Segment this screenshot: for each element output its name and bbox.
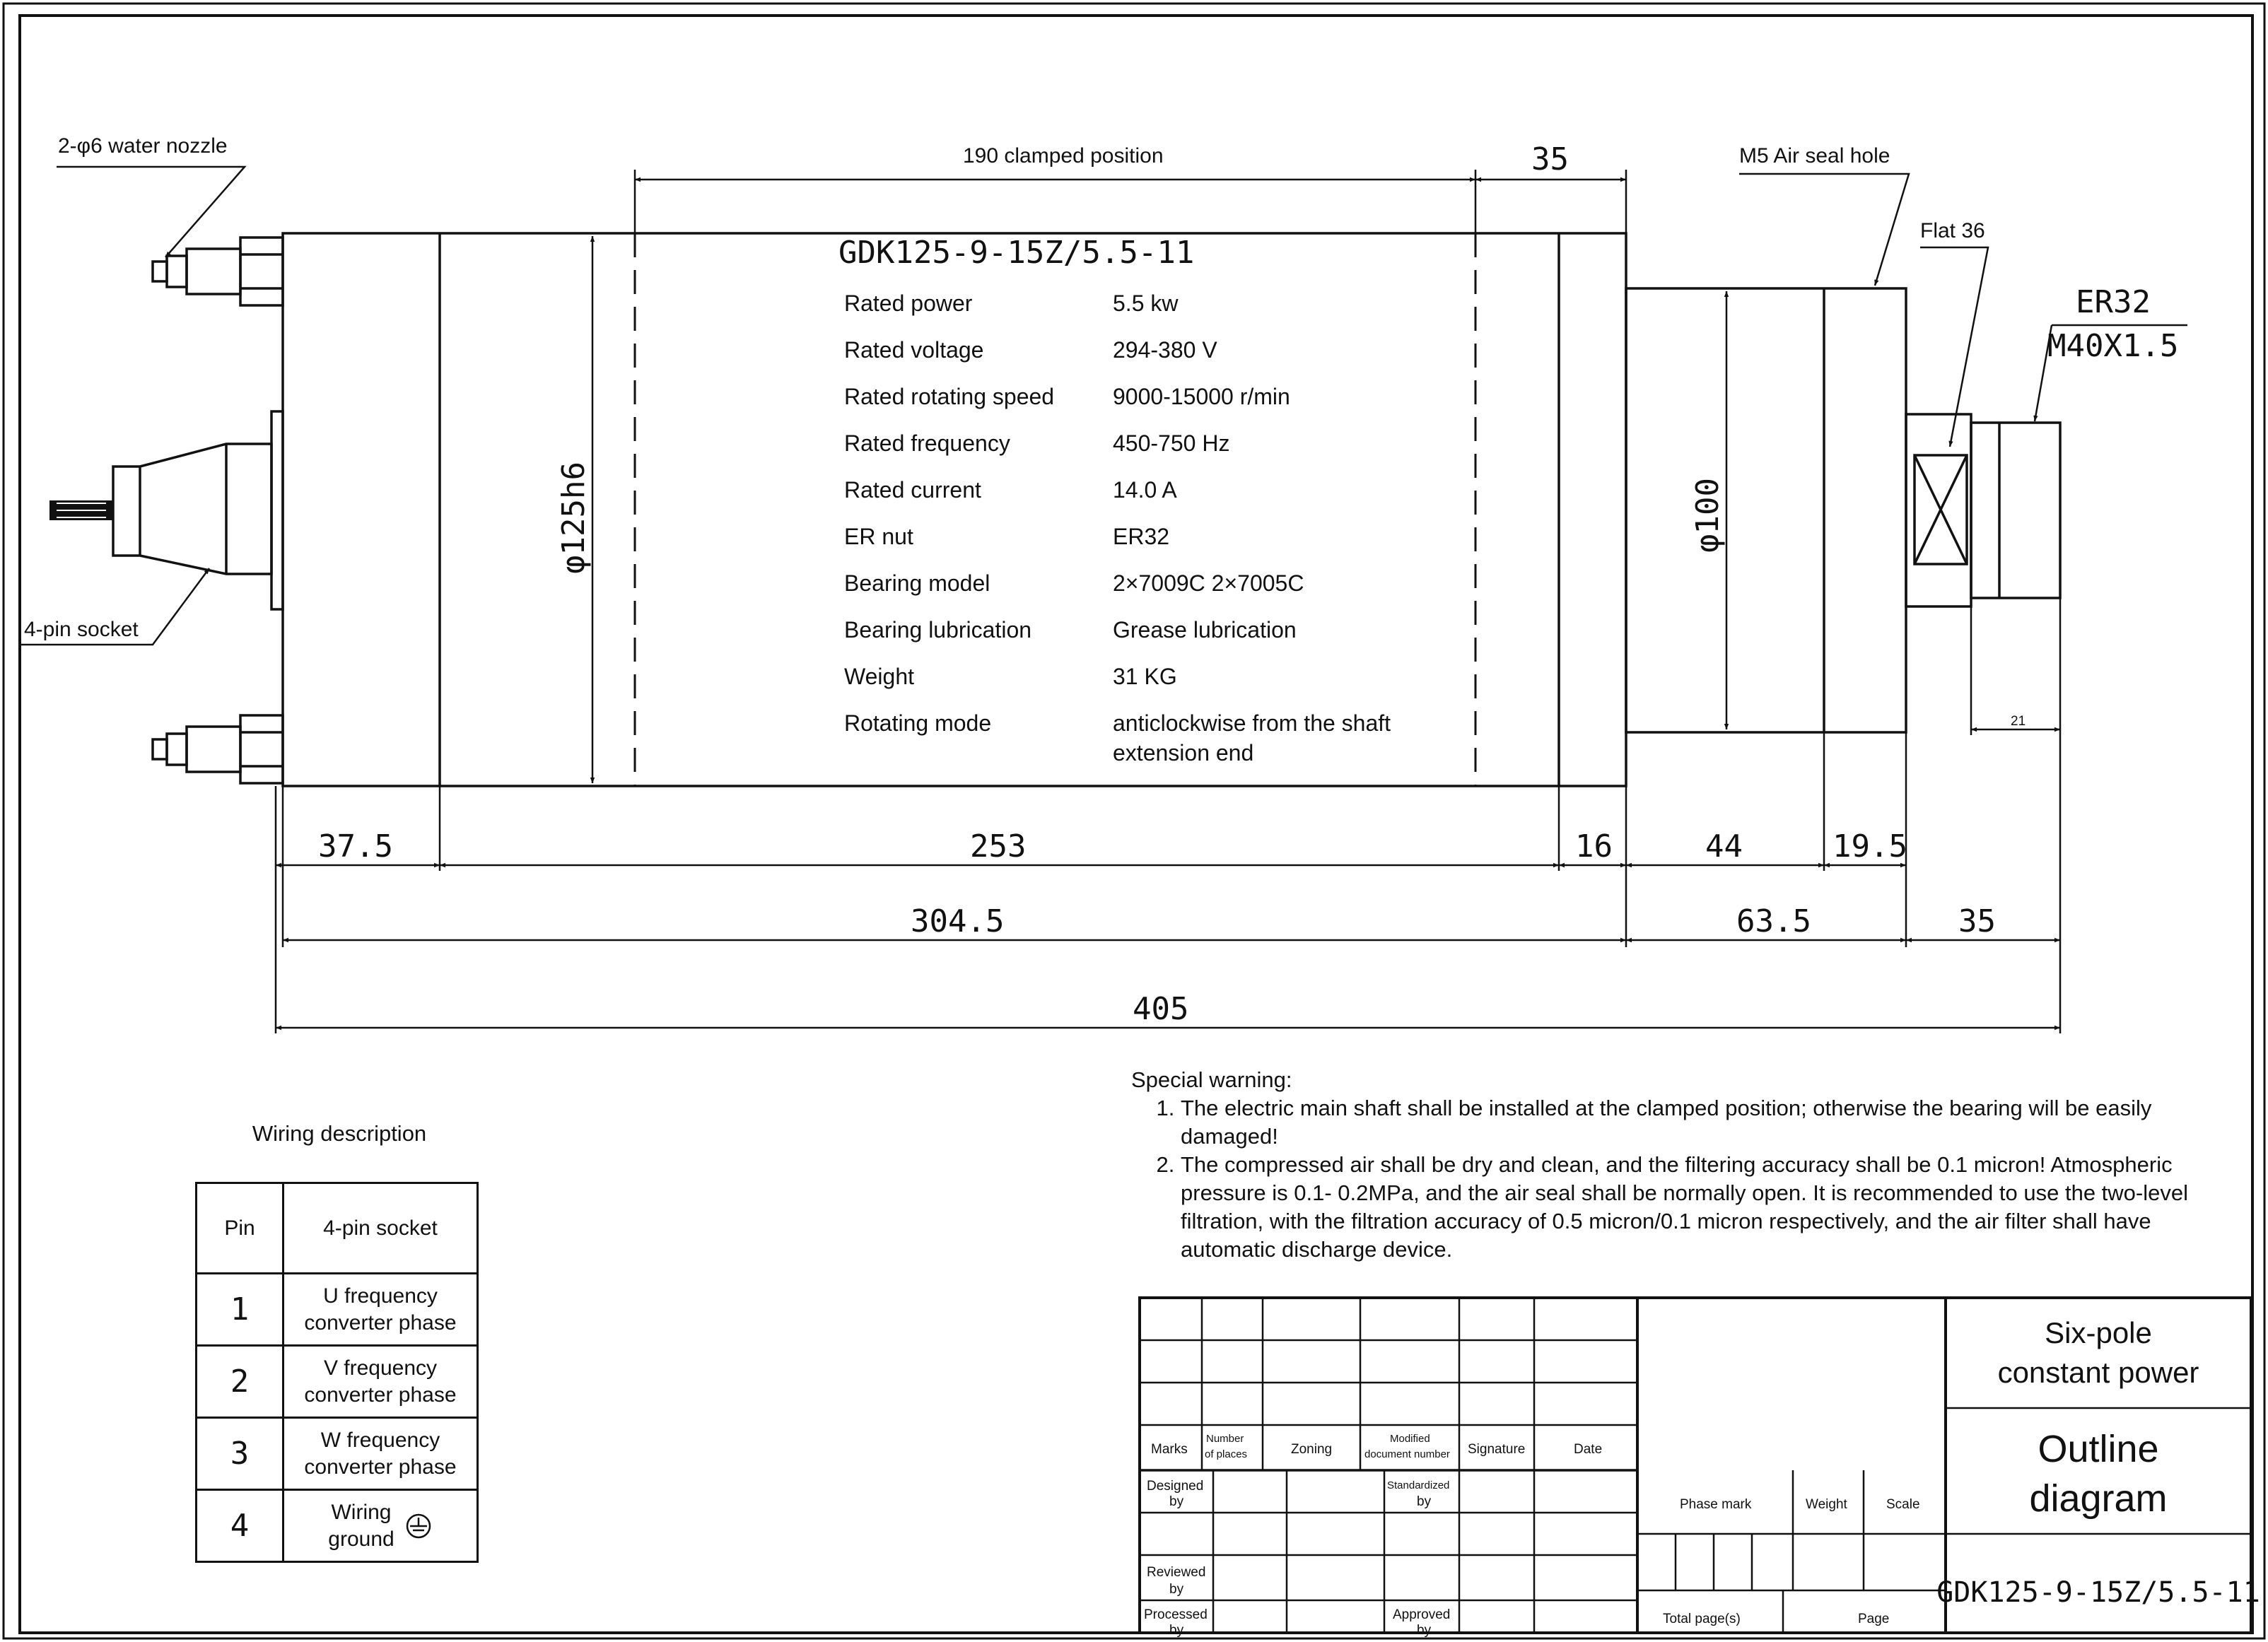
pin-desc <box>284 1346 478 1418</box>
special-warning <box>1131 1066 2234 1264</box>
callout-er-nut: ER32 <box>2076 284 2151 320</box>
front-housing <box>1626 288 1906 732</box>
callout-thread: M40X1.5 <box>2047 328 2179 364</box>
tb-code: GDK125-9-15Z/5.5-11 <box>1936 1576 2260 1609</box>
tb-modified-doc: document number <box>1364 1448 1450 1460</box>
pin-desc-line: V frequency <box>323 1356 438 1380</box>
water-nozzle-bottom <box>153 715 283 783</box>
motor-body <box>283 233 1626 786</box>
pin-number: 3 <box>197 1418 284 1490</box>
callout-flat: Flat 36 <box>1920 219 1985 242</box>
spec-label: Weight <box>844 664 915 689</box>
table-row <box>197 1274 478 1346</box>
dim-37-5: 37.5 <box>318 828 393 864</box>
dim-304-5: 304.5 <box>911 903 1005 939</box>
dim-phi100: φ100 <box>1690 478 1726 553</box>
tb-signature: Signature <box>1468 1442 1526 1457</box>
er-nut <box>1971 423 2060 598</box>
spec-value: anticlockwise from the shaft <box>1113 710 1391 736</box>
pin-number: 4 <box>197 1490 284 1562</box>
warning-item: 2. The compressed air shall be dry and clean, and the filtering accuracy shall be 0.1 micron! Atmospheric pressure is 0.1- 0.2MPa, and the air seal shall be normally open. It is recommended to use the two-level filtration, with the filtration accuracy of 0.5 micron/0.1 micron respectively, and the air filter shall have automatic discharge device. <box>1181 1151 2234 1264</box>
warning-title: Special warning: <box>1131 1067 1292 1092</box>
spec-label: Rated voltage <box>844 337 984 363</box>
tb-title-2: diagram <box>2029 1477 2168 1520</box>
dim-35-bottom: 35 <box>1958 903 1996 939</box>
tb-places: of places <box>1205 1448 1248 1460</box>
spec-label: Bearing model <box>844 570 990 596</box>
tb-designed-by: by <box>1169 1494 1184 1509</box>
spec-value: 14.0 A <box>1113 477 1177 503</box>
tb-page: Page <box>1858 1612 1890 1626</box>
tb-approved-by: by <box>1417 1623 1432 1638</box>
callout-clamped: 190 clamped position <box>963 144 1164 168</box>
dim-21: 21 <box>2011 714 2026 729</box>
pin-desc-line: converter phase <box>304 1310 457 1335</box>
spec-value: Grease lubrication <box>1113 617 1297 643</box>
tb-zoning: Zoning <box>1291 1442 1333 1457</box>
spec-label: Rated rotating speed <box>844 384 1055 409</box>
wiring-table <box>195 1182 479 1563</box>
pin-desc-line: W frequency <box>320 1428 440 1452</box>
nose-flat <box>1906 414 1971 606</box>
dim-405: 405 <box>1133 991 1189 1027</box>
dim-63-5: 63.5 <box>1736 903 1811 939</box>
callout-water-nozzle: 2-φ6 water nozzle <box>58 134 228 158</box>
callout-socket: 4-pin socket <box>24 618 139 641</box>
spec-value: ER32 <box>1113 524 1170 549</box>
tb-name-1: Six-pole <box>2045 1316 2152 1349</box>
pin-desc <box>284 1418 478 1490</box>
tb-weight: Weight <box>1806 1497 1847 1512</box>
model-code: GDK125-9-15Z/5.5-11 <box>838 235 1195 271</box>
header-desc: 4-pin socket <box>284 1183 478 1274</box>
spec-label: Rated power <box>844 291 973 316</box>
tb-processed: Processed <box>1144 1607 1208 1622</box>
rear-plate <box>271 411 283 609</box>
spec-value: 31 KG <box>1113 664 1177 689</box>
tb-standardized: Standardized <box>1387 1479 1450 1491</box>
callout-air-seal: M5 Air seal hole <box>1739 144 1890 168</box>
pin-desc-line: converter phase <box>304 1383 457 1407</box>
pin-desc <box>284 1490 478 1562</box>
tb-modified: Modified <box>1390 1433 1430 1445</box>
spec-value: 5.5 kw <box>1113 291 1179 316</box>
pin-number: 2 <box>197 1346 284 1418</box>
spec-value: extension end <box>1113 740 1254 766</box>
tb-designed: Designed <box>1147 1479 1204 1494</box>
spec-label: Rotating mode <box>844 710 992 736</box>
pin-number: 1 <box>197 1274 284 1346</box>
dim-35-top: 35 <box>1531 141 1569 177</box>
pin-desc-line: converter phase <box>304 1455 457 1479</box>
tb-date: Date <box>1574 1442 1603 1457</box>
header-pin: Pin <box>197 1183 284 1274</box>
wiring-title: Wiring description <box>252 1121 427 1146</box>
dim-phi125: φ125h6 <box>556 462 592 574</box>
spec-value: 294-380 V <box>1113 337 1217 363</box>
pin-desc-line: Wiring <box>331 1500 392 1524</box>
tb-title-1: Outline <box>2038 1428 2159 1470</box>
spec-label: Bearing lubrication <box>844 617 1032 643</box>
table-row <box>197 1183 478 1274</box>
tb-approved: Approved <box>1393 1607 1451 1622</box>
tb-total-pages: Total page(s) <box>1663 1612 1741 1626</box>
spec-label: ER nut <box>844 524 913 549</box>
spec-table <box>844 291 1391 766</box>
dim-16: 16 <box>1575 828 1613 864</box>
spec-value: 9000-15000 r/min <box>1113 384 1290 409</box>
spec-label: Rated current <box>844 477 981 503</box>
ground-icon <box>404 1512 433 1540</box>
socket-4-pin <box>113 444 271 574</box>
tb-reviewed: Reviewed <box>1147 1565 1206 1580</box>
tb-number: Number <box>1206 1433 1244 1445</box>
tb-scale: Scale <box>1886 1497 1920 1512</box>
spec-label: Rated frequency <box>844 430 1010 456</box>
dim-19-5: 19.5 <box>1832 828 1907 864</box>
tb-name-2: constant power <box>1997 1356 2199 1389</box>
warning-item: 1. The electric main shaft shall be installed at the clamped position; otherwise the bearing will be easily damaged! <box>1181 1094 2234 1151</box>
tb-reviewed-by: by <box>1169 1582 1184 1597</box>
tb-standardized-by: by <box>1417 1494 1432 1509</box>
spec-value: 2×7009C 2×7005C <box>1113 570 1304 596</box>
tb-processed-by: by <box>1169 1623 1184 1638</box>
dim-44: 44 <box>1705 828 1743 864</box>
table-row <box>197 1346 478 1418</box>
table-row <box>197 1490 478 1562</box>
pin-desc <box>284 1274 478 1346</box>
dim-253: 253 <box>970 828 1027 864</box>
pin-desc-line: ground <box>328 1527 394 1551</box>
pin-desc-line: U frequency <box>323 1284 438 1308</box>
water-nozzle-top <box>153 237 283 305</box>
tb-marks: Marks <box>1151 1442 1188 1457</box>
table-row <box>197 1418 478 1490</box>
tb-phase-mark: Phase mark <box>1680 1497 1752 1512</box>
spec-value: 450-750 Hz <box>1113 430 1230 456</box>
